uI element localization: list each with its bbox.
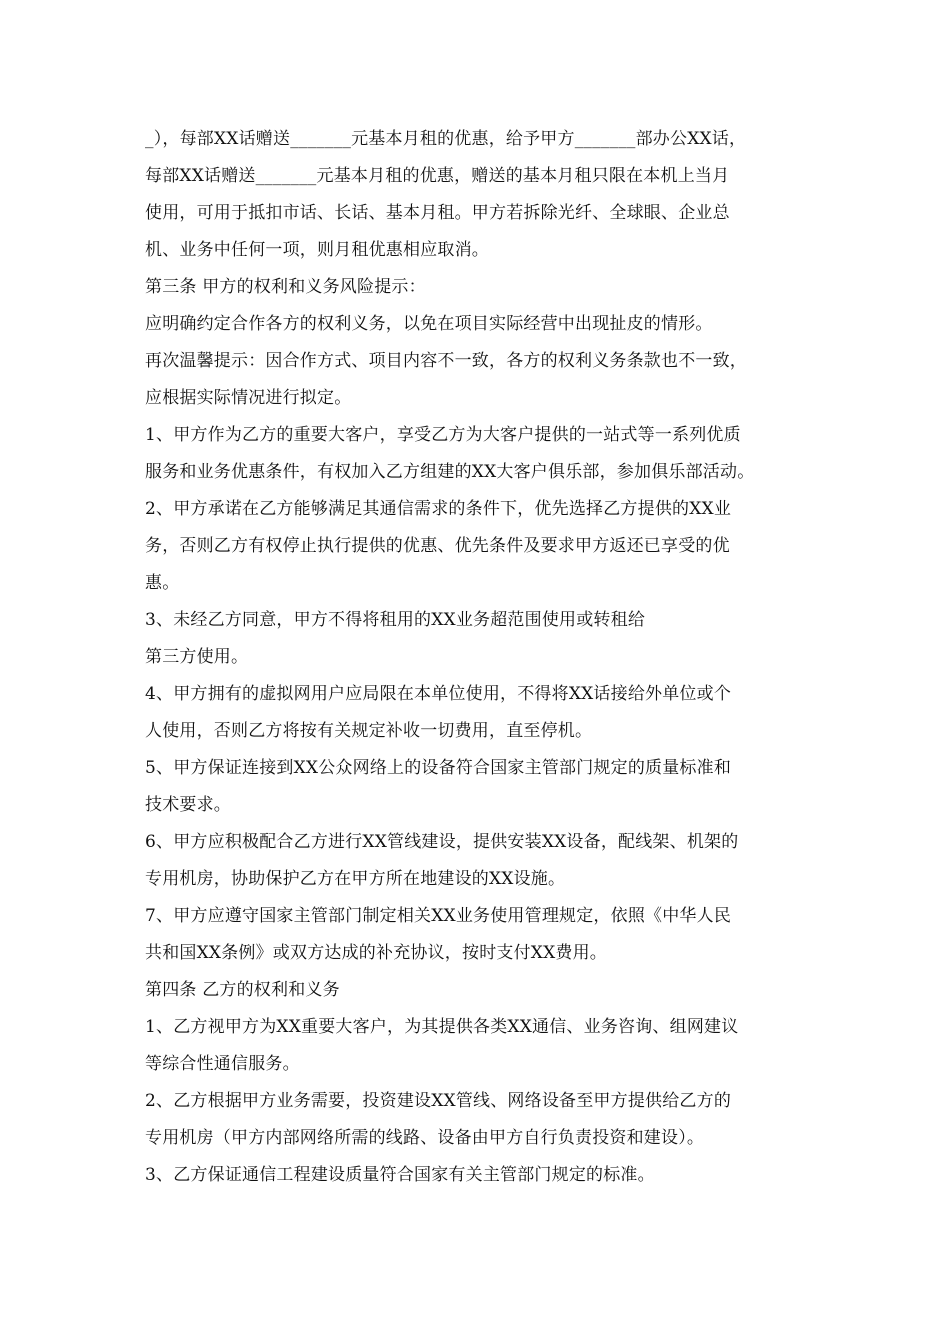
text-line: 3、未经乙方同意，甲方不得将租用的XX业务超范围使用或转租给 (145, 610, 646, 630)
text-line: 使用，可用于抵扣市话、长话、基本月租。甲方若拆除光纤、全球眼、企业总 (145, 203, 730, 223)
text-line: 专用机房（甲方内部网络所需的线路、设备由甲方自行负责投资和建设）。 (145, 1128, 705, 1148)
text-line: 2、乙方根据甲方业务需要，投资建设XX管线、网络设备至甲方提供给乙方的 (145, 1091, 732, 1111)
text-line: 第三方使用。 (145, 647, 249, 667)
document-page (145, 121, 815, 1194)
text-line: 专用机房，协助保护乙方在甲方所在地建设的XX设施。 (145, 869, 566, 889)
text-line: 1、乙方视甲方为XX重要大客户，为其提供各类XX通信、业务咨询、组网建议 (145, 1017, 739, 1037)
text-line: 惠。 (145, 573, 180, 593)
text-line: _），每部XX话赠送_______元基本月租的优惠，给予甲方_______部办公XX话， (145, 129, 747, 149)
text-line: 7、甲方应遵守国家主管部门制定相关XX业务使用管理规定，依照《中华人民 (145, 906, 732, 926)
text-line: 等综合性通信服务。 (145, 1054, 300, 1074)
text-line: 2、甲方承诺在乙方能够满足其通信需求的条件下，优先选择乙方提供的XX业 (145, 499, 732, 519)
text-line: 4、甲方拥有的虚拟网用户应局限在本单位使用，不得将XX话接给外单位或个 (145, 684, 732, 704)
text-line: 5、甲方保证连接到XX公众网络上的设备符合国家主管部门规定的质量标准和 (145, 758, 732, 778)
text-line: 共和国XX条例》或双方达成的补充协议，按时支付XX费用。 (145, 943, 608, 963)
text-line: 应根据实际情况进行拟定。 (145, 388, 352, 408)
text-line: 务，否则乙方有权停止执行提供的优惠、优先条件及要求甲方返还已享受的优 (145, 536, 730, 556)
text-line: 6、甲方应积极配合乙方进行XX管线建设，提供安装XX设备，配线架、机架的 (145, 832, 739, 852)
text-line: 再次温馨提示：因合作方式、项目内容不一致，各方的权利义务条款也不一致， (145, 351, 747, 371)
text-line: 应明确约定合作各方的权利义务，以免在项目实际经营中出现扯皮的情形。 (145, 314, 713, 334)
text-line: 3、乙方保证通信工程建设质量符合国家有关主管部门规定的标准。 (145, 1165, 655, 1185)
text-line: 1、甲方作为乙方的重要大客户，享受乙方为大客户提供的一站式等一系列优质 (145, 425, 741, 445)
section-heading: 第四条 乙方的权利和义务 (145, 980, 340, 1000)
section-heading: 第三条 甲方的权利和义务风险提示： (145, 277, 426, 297)
text-line: 技术要求。 (145, 795, 231, 815)
text-line: 服务和业务优惠条件，有权加入乙方组建的XX大客户俱乐部，参加俱乐部活动。 (145, 462, 755, 482)
text-line: 每部XX话赠送_______元基本月租的优惠，赠送的基本月租只限在本机上当月 (145, 166, 730, 186)
text-line: 人使用，否则乙方将按有关规定补收一切费用，直至停机。 (145, 721, 593, 741)
text-line: 机、业务中任何一项，则月租优惠相应取消。 (145, 240, 489, 260)
